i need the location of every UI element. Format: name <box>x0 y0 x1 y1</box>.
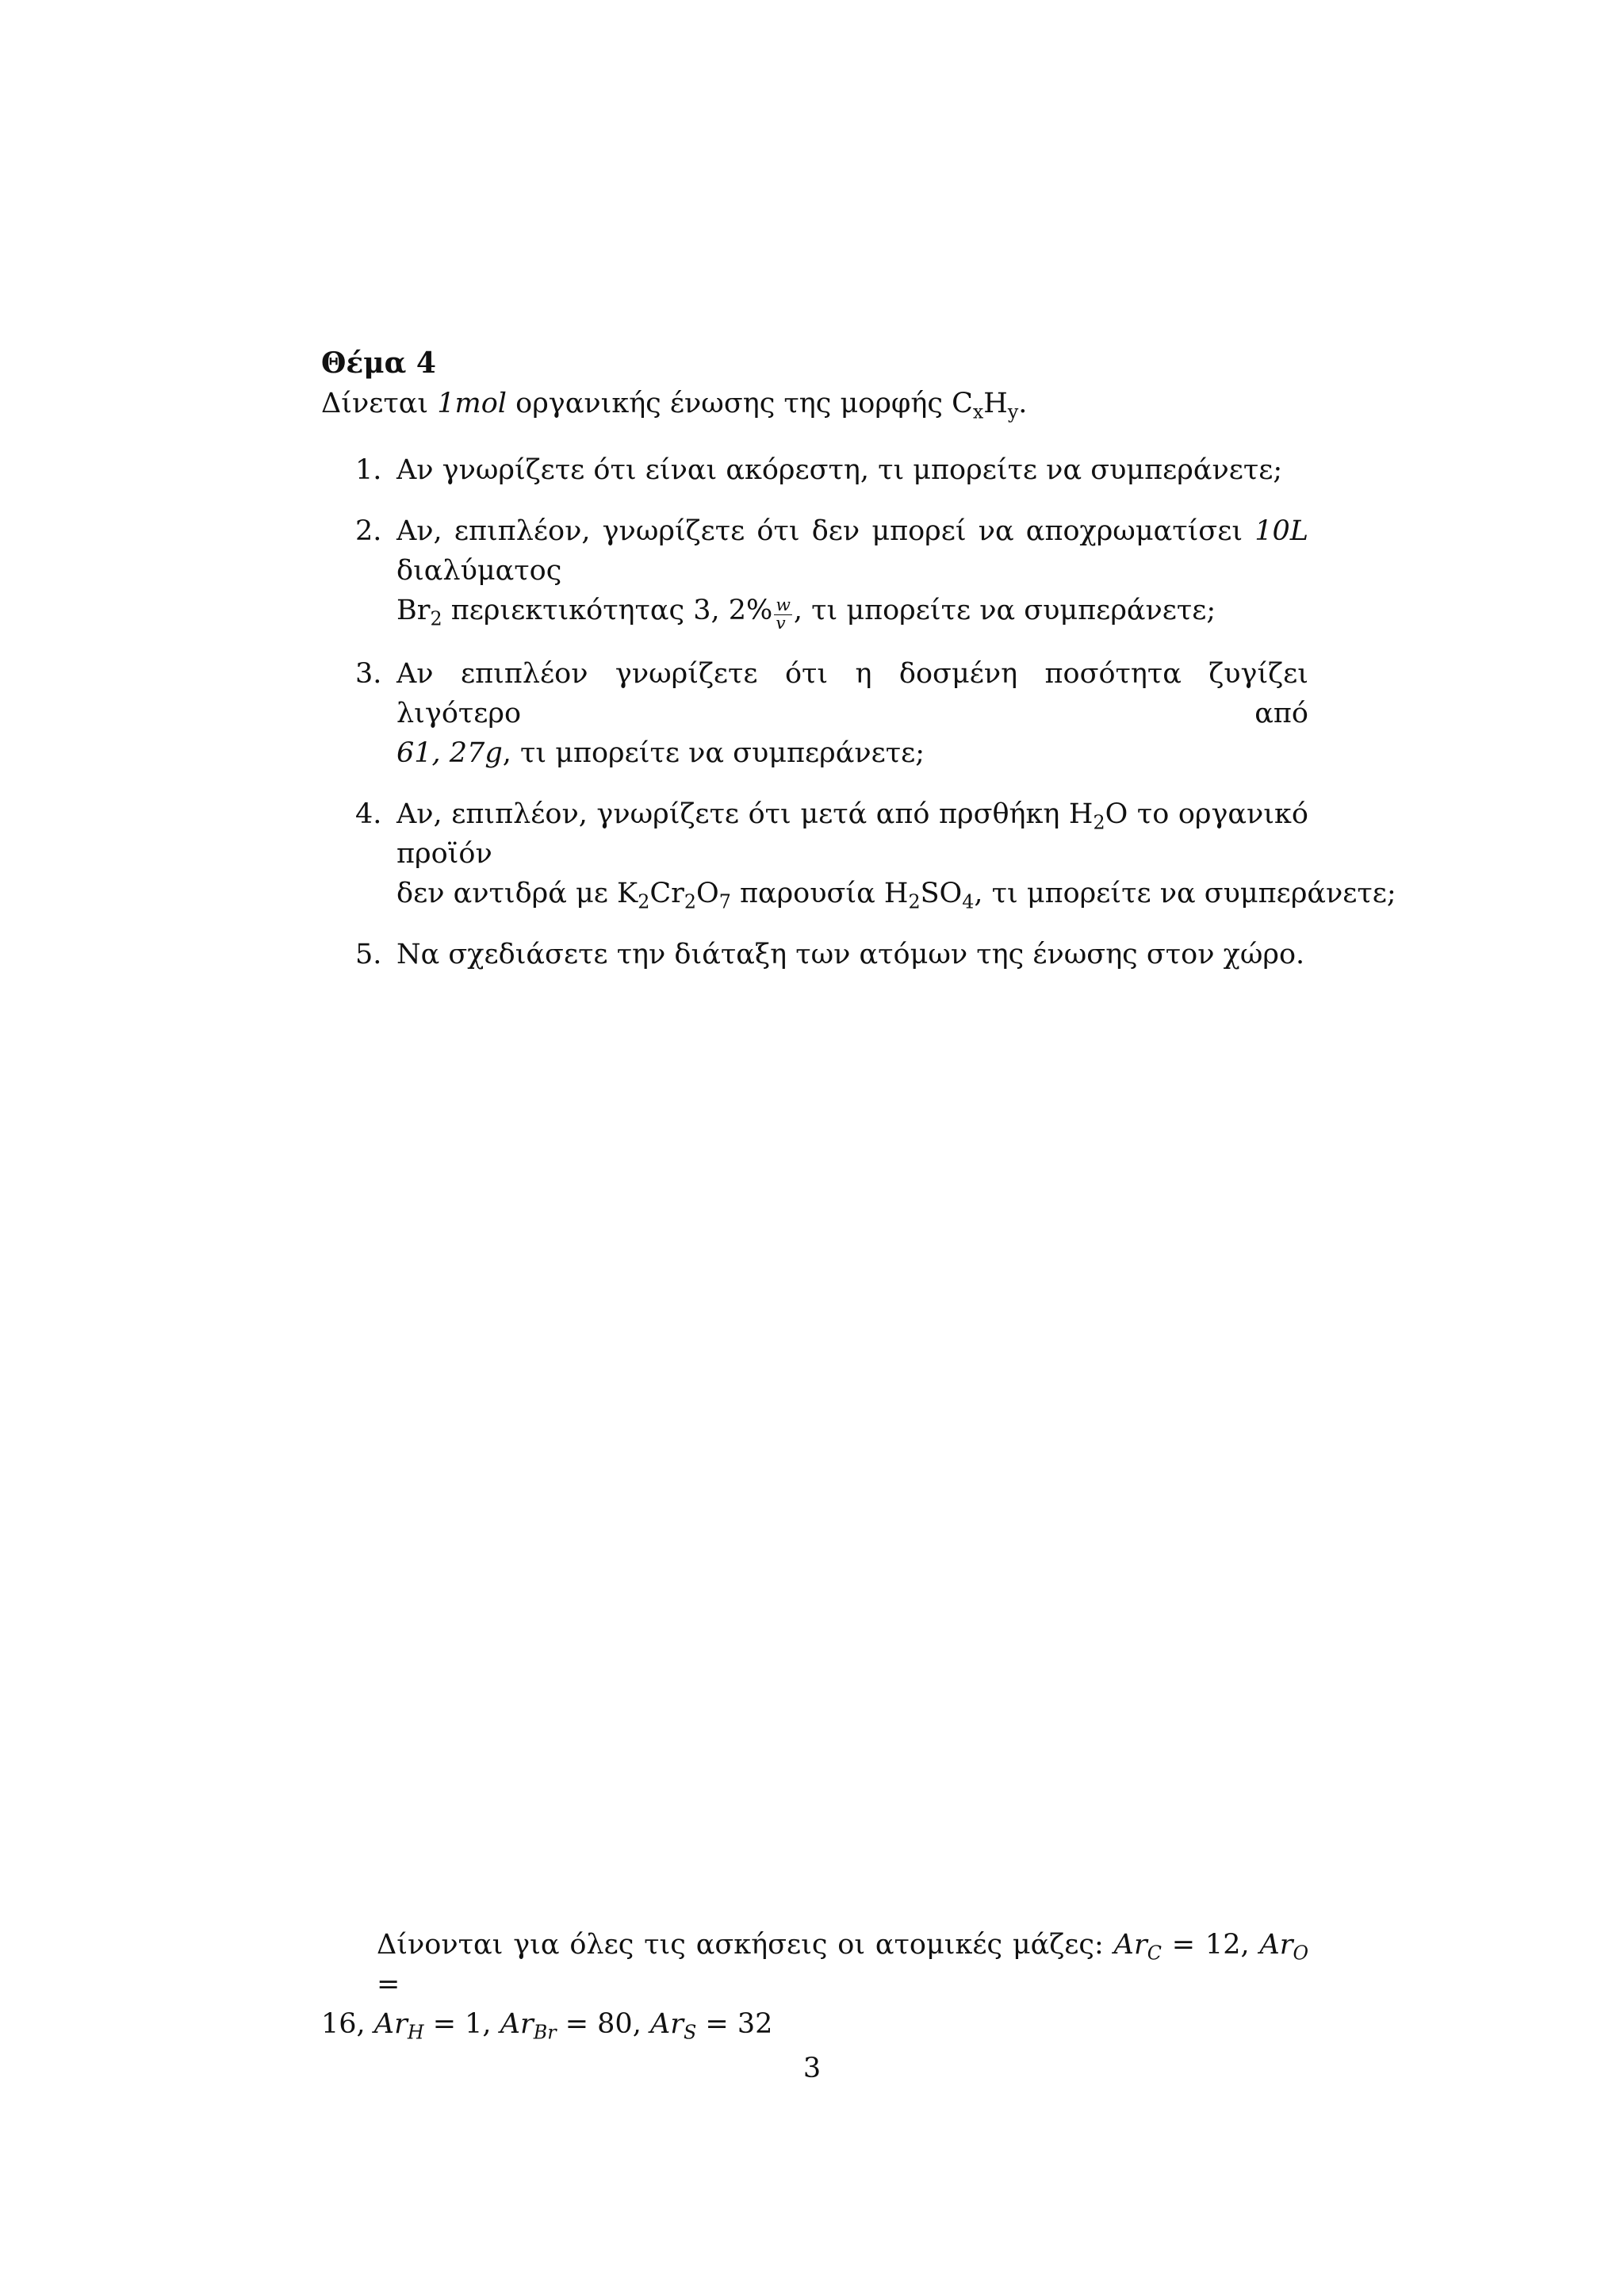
ar-o-value: 16, <box>321 2008 374 2040</box>
formula-cr-sub: 2 <box>684 890 696 913</box>
question-item-4 <box>321 794 1396 913</box>
ar-h-value: = 1, <box>423 2008 500 2040</box>
question-number: 1. <box>355 454 382 486</box>
percent-value: 3, 2% <box>693 595 773 626</box>
mass-value: 61, 27g <box>396 737 503 769</box>
ar-s-value: = 32 <box>696 2008 773 2040</box>
ar-s-sub: S <box>683 2021 697 2044</box>
intro-text-before: Δίνεται <box>321 388 438 419</box>
formula-h2so4-sub: 4 <box>962 890 975 913</box>
ar-s-symbol: Ar <box>649 2008 684 2040</box>
ar-c-value: = 12, <box>1161 1929 1260 1961</box>
question-line-1: Αν επιπλέον γνωρίζετε ότι η δοσμένη ποσότητα ζυγίζει λιγότερο από <box>396 657 1308 729</box>
question-text: Αν γνωρίζετε ότι είναι ακόρεστη, τι μπορείτε να συμπεράνετε; <box>396 454 1283 486</box>
question-line-1 <box>396 794 1308 874</box>
formula-h2o-o: O <box>1105 798 1128 830</box>
ar-c-symbol: Ar <box>1113 1929 1147 1961</box>
question-item-5 <box>321 935 1308 974</box>
question-item-3 <box>321 654 1308 773</box>
question-number: 4. <box>355 798 382 830</box>
question-item-1 <box>321 450 1308 490</box>
intro-amount: 1mol <box>437 388 507 419</box>
intro-statement <box>321 384 1308 423</box>
question-line-2 <box>396 733 1308 773</box>
ar-o-symbol: Ar <box>1259 1929 1293 1961</box>
question-text-part: , τι μπορείτε να συμπεράνετε; <box>974 877 1396 909</box>
wv-fraction <box>774 597 792 632</box>
question-number: 2. <box>355 515 382 547</box>
ar-c-sub: C <box>1147 1942 1162 1965</box>
formula-c-sub: x <box>972 400 984 423</box>
atomic-masses-note <box>321 1925 1308 2044</box>
formula-h2so4-h: H <box>883 877 909 909</box>
formula-cr: Cr <box>649 877 684 909</box>
question-text-part: διαλύματος <box>396 555 562 587</box>
formula-k-sub: 2 <box>638 890 650 913</box>
volume-value: 10L <box>1254 515 1308 547</box>
formula-h2so4-h-sub: 2 <box>908 890 921 913</box>
question-text-part: περιεκτικότητας <box>442 595 694 626</box>
ar-o-sub: O <box>1293 1942 1308 1965</box>
ar-h-symbol: Ar <box>373 2008 408 2040</box>
intro-end: . <box>1018 388 1028 419</box>
formula-c: C <box>952 388 973 419</box>
section-title: Θέμα 4 <box>321 346 436 380</box>
question-item-2 <box>321 511 1308 633</box>
formula-o: O <box>695 877 719 909</box>
formula-h2o-h: H <box>1068 798 1094 830</box>
question-number: 3. <box>355 657 382 690</box>
formula-br: Br <box>396 595 431 626</box>
question-text-part: Αν, επιπλέον, γνωρίζετε ότι δεν μπορεί να αποχρωματίσει <box>396 515 1255 547</box>
question-line-1 <box>396 511 1308 591</box>
ar-br-value: = 80, <box>556 2008 650 2040</box>
page-number: 3 <box>802 2053 822 2084</box>
question-text-part: , τι μπορείτε να συμπεράνετε; <box>502 737 925 769</box>
question-text-part: Αν, επιπλέον, γνωρίζετε ότι μετά από πρσθήκη <box>396 798 1069 830</box>
atomic-masses-text: Δίνονται για όλες τις ασκήσεις οι ατομικές μάζες: <box>377 1929 1104 1961</box>
formula-h2o-sub: 2 <box>1093 811 1105 834</box>
formula-h-sub: y <box>1007 400 1019 423</box>
question-text-part: δεν αντιδρά με <box>396 877 618 909</box>
ar-br-sub: Br <box>533 2021 557 2044</box>
question-text-part: το οργανικό προϊόν <box>396 798 1308 870</box>
formula-o-sub: 7 <box>718 890 731 913</box>
ar-h-sub: H <box>407 2021 424 2044</box>
question-text-part: , τι μπορείτε να συμπεράνετε; <box>793 595 1216 626</box>
fraction-denominator: v <box>776 613 786 633</box>
formula-h: H <box>983 388 1008 419</box>
question-text-part: παρουσία <box>730 877 884 909</box>
atomic-masses-line-2 <box>321 2004 1308 2044</box>
formula-br-sub: 2 <box>430 607 442 630</box>
atomic-masses-line-1 <box>321 1925 1308 2004</box>
ar-o-equals: = <box>377 1969 400 2000</box>
ar-br-symbol: Ar <box>500 2008 534 2040</box>
question-line-2 <box>396 874 1396 913</box>
question-list <box>321 450 1396 996</box>
question-line-2 <box>396 591 1308 633</box>
question-text: Να σχεδιάσετε την διάταξη των ατόμων της ένωσης στον χώρο. <box>396 938 1305 970</box>
question-number: 5. <box>355 938 382 970</box>
formula-k: K <box>617 877 638 909</box>
fraction-numerator: w <box>776 595 791 616</box>
intro-text-after: οργανικής ένωσης της μορφής <box>507 388 952 419</box>
formula-h2so4-so: SO <box>920 877 963 909</box>
